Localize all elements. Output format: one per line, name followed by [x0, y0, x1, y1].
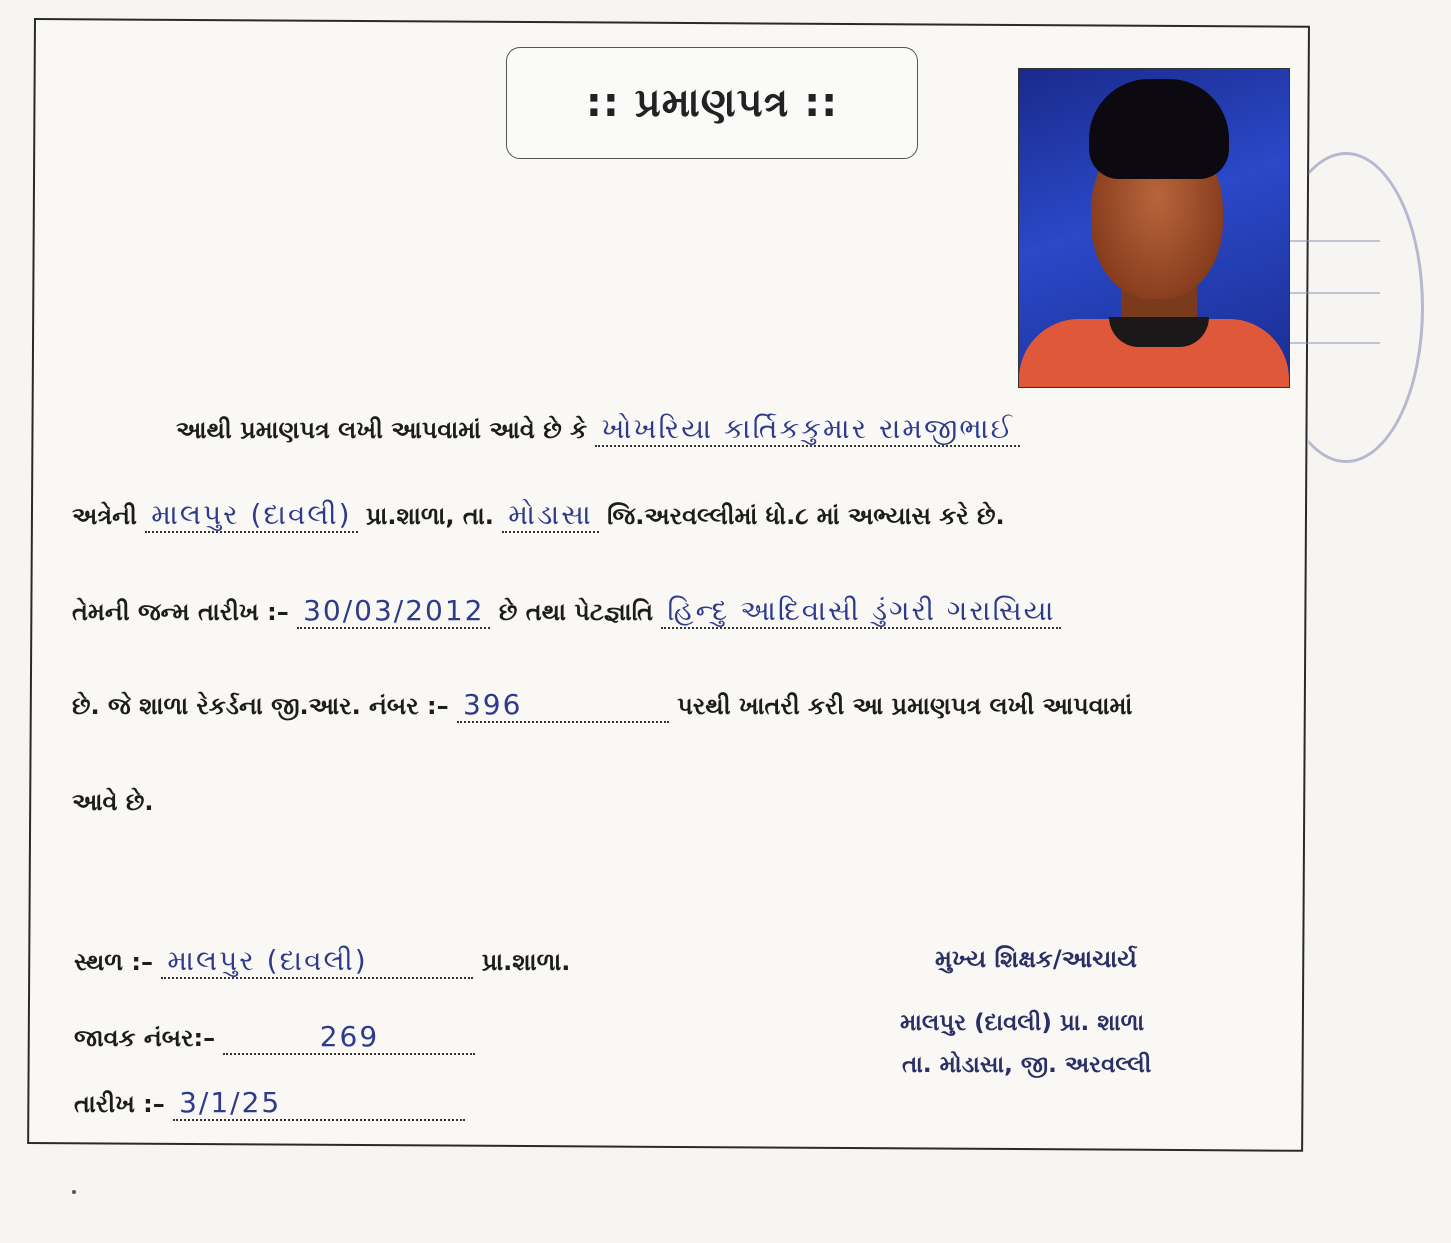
issue-date: 3/1/25 — [173, 1088, 465, 1121]
stamp-line — [1290, 342, 1380, 344]
taluka-name: મોડાસા — [502, 500, 599, 533]
place-suffix: પ્રા.શાળા. — [481, 948, 571, 976]
line2-suffix: જિ.અરવલ્લીમાં ધો.૮ માં અભ્યાસ કરે છે. — [607, 502, 1005, 530]
school-name: માલપુર (દાવલી) — [145, 500, 357, 533]
body-line-5 — [72, 788, 154, 816]
student-photo — [1018, 68, 1290, 388]
stamp-line — [1290, 292, 1380, 294]
line1-prefix: આથી પ્રમાણપત્ર લખી આપવામાં આવે છે કે — [176, 416, 588, 444]
title-text: :: પ્રમાણપત્ર :: — [585, 80, 839, 126]
body-line-4 — [72, 690, 1132, 723]
date-label: તારીખ :– — [74, 1090, 165, 1118]
outward-line — [74, 1022, 475, 1055]
body-line-2 — [72, 500, 1005, 533]
place-label: સ્થળ :– — [74, 948, 153, 976]
line3-prefix: તેમની જન્મ તારીખ :– — [72, 598, 289, 626]
outward-label: જાવક નંબર:– — [74, 1024, 216, 1052]
line4-prefix: છે. જે શાળા રેકર્ડના જી.આર. નંબર :– — [72, 692, 449, 720]
signature-address: તા. મોડાસા, જી. અરવલ્લી — [902, 1052, 1152, 1078]
line2-mid: પ્રા.શાળા, તા. — [365, 502, 494, 530]
certificate-title — [506, 47, 918, 159]
line2-prefix: અત્રેની — [72, 502, 137, 530]
birth-date: 30/03/2012 — [297, 596, 490, 629]
gr-number: 396 — [457, 690, 669, 723]
date-line — [74, 1088, 465, 1121]
place-value: માલપુર (દાવલી) — [161, 946, 473, 979]
line4-suffix: પરથી ખાતરી કરી આ પ્રમાણપત્ર લખી આપવામાં — [677, 692, 1133, 720]
signature-title: મુખ્ય શિક્ષક/આચાર્ય — [935, 945, 1137, 973]
line5-text: આવે છે. — [72, 788, 154, 816]
caste-value: હિન્દુ આદિવાસી ડુંગરી ગરાસિયા — [661, 596, 1061, 629]
student-name: ખોખરિયા કાર્તિકકુમાર રામજીભાઈ — [595, 414, 1020, 447]
body-line-3 — [72, 596, 1061, 629]
outward-value: 269 — [223, 1022, 475, 1055]
stamp-line — [1290, 240, 1380, 242]
line3-mid: છે તથા પેટજ્ઞાતિ — [498, 598, 654, 626]
body-line-1 — [176, 414, 1020, 447]
place-line — [74, 946, 570, 979]
signature-school: માલપુર (દાવલી) પ્રા. શાળા — [900, 1010, 1145, 1036]
scan-speck — [72, 1190, 76, 1194]
